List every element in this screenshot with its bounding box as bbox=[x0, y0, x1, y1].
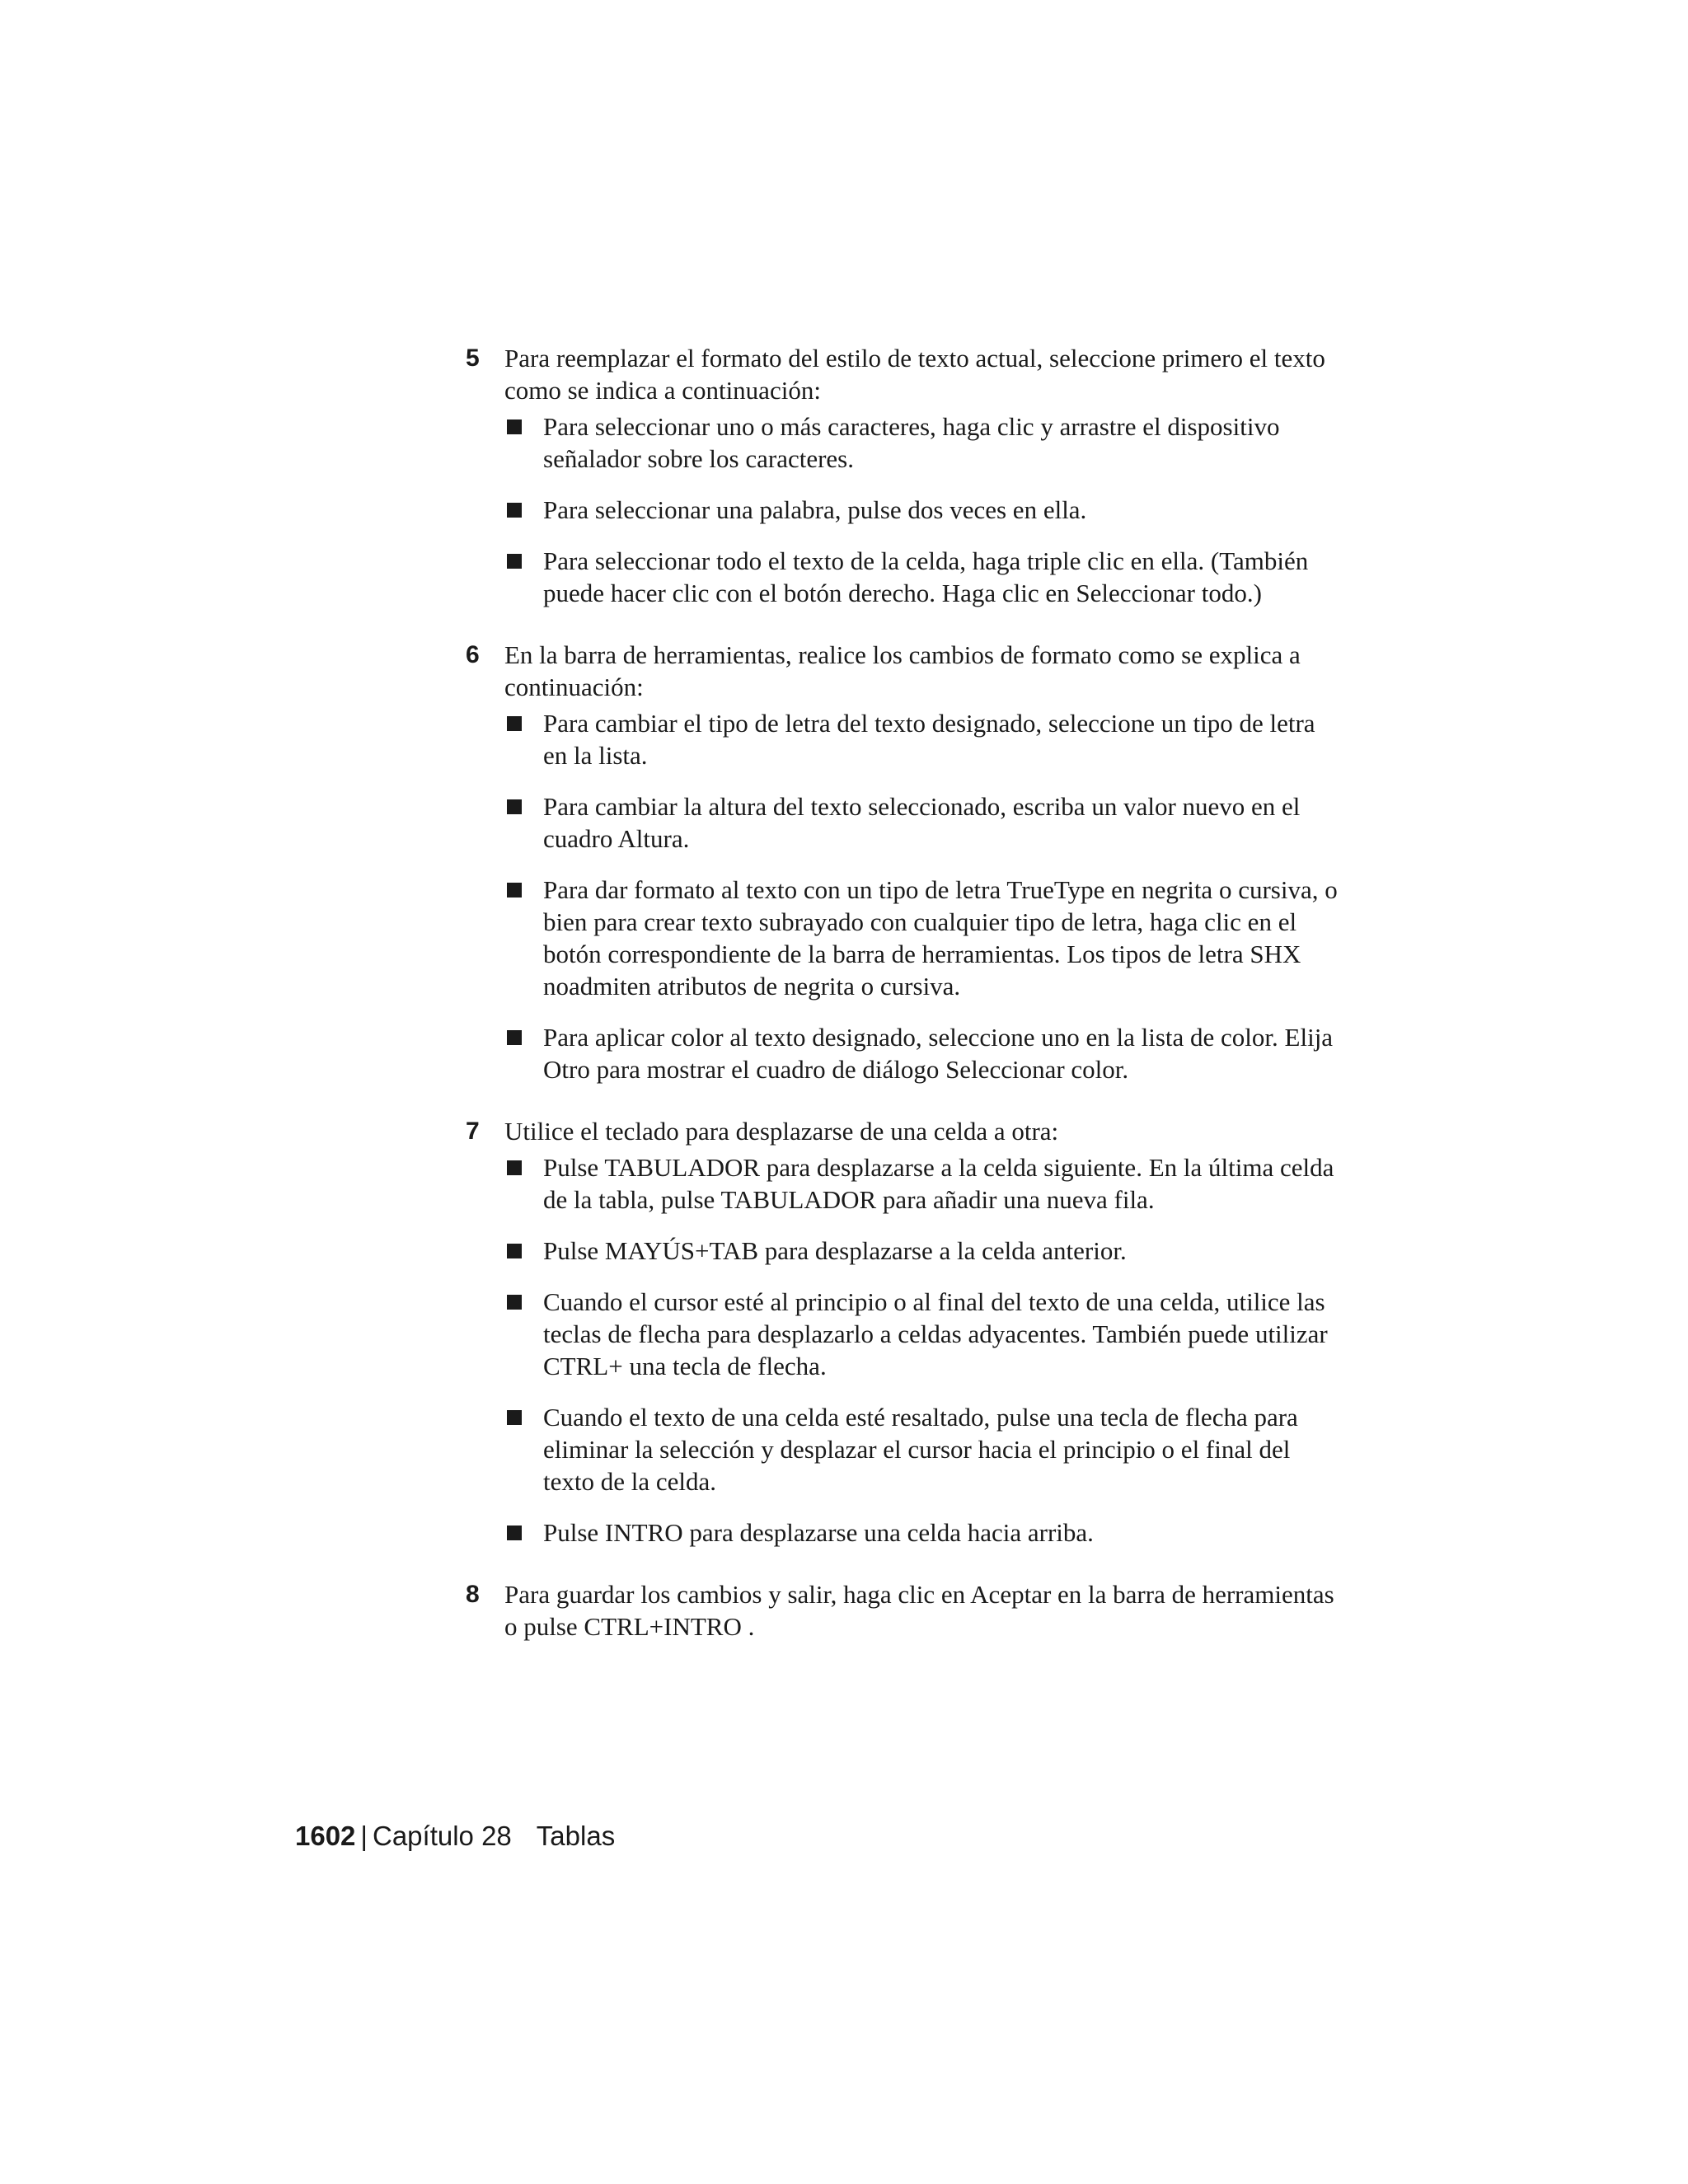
square-bullet-icon bbox=[507, 1160, 522, 1175]
square-bullet-icon bbox=[507, 883, 522, 898]
square-bullet-icon bbox=[507, 503, 522, 518]
list-item: Pulse MAYÚS+TAB para desplazarse a la celda anterior. bbox=[504, 1235, 1339, 1267]
step-number: 7 bbox=[466, 1118, 480, 1145]
list-item: Para seleccionar todo el texto de la celda, haga triple clic en ella. (También puede hacer clic con el botón derecho. Haga clic en Seleccionar todo.) bbox=[504, 545, 1339, 609]
list-item: Pulse INTRO para desplazarse una celda hacia arriba. bbox=[504, 1516, 1339, 1549]
step-7 bbox=[466, 1115, 1339, 1549]
square-bullet-icon bbox=[507, 1295, 522, 1310]
step-5 bbox=[466, 342, 1339, 609]
chapter-label: Capítulo 28 bbox=[373, 1821, 512, 1851]
chapter-title: Tablas bbox=[536, 1821, 616, 1851]
page-content bbox=[466, 342, 1339, 1672]
list-item: Para cambiar el tipo de letra del texto designado, seleccione un tipo de letra en la lista. bbox=[504, 707, 1339, 771]
step-text: Para reemplazar el formato del estilo de texto actual, seleccione primero el texto como se indica a continuación: bbox=[504, 344, 1325, 405]
page-number: 1602 bbox=[295, 1821, 356, 1851]
square-bullet-icon bbox=[507, 716, 522, 731]
bullet-list bbox=[504, 1151, 1339, 1549]
step-text: Utilice el teclado para desplazarse de una celda a otra: bbox=[504, 1117, 1059, 1146]
footer-separator: | bbox=[360, 1821, 368, 1851]
list-item: Para dar formato al texto con un tipo de letra TrueType en negrita o cursiva, o bien para crear texto subrayado con cualquier tipo de letra, haga clic en el botón correspondiente de la barra de herramientas. Los tipos de letra SHX noadmiten atributos de negrita o cursiva. bbox=[504, 874, 1339, 1002]
square-bullet-icon bbox=[507, 1410, 522, 1425]
square-bullet-icon bbox=[507, 799, 522, 814]
list-item: Pulse TABULADOR para desplazarse a la celda siguiente. En la última celda de la tabla, pulse TABULADOR para añadir una nueva fila. bbox=[504, 1151, 1339, 1216]
step-text: En la barra de herramientas, realice los cambios de formato como se explica a continuación: bbox=[504, 640, 1301, 701]
list-item: Para seleccionar una palabra, pulse dos veces en ella. bbox=[504, 494, 1339, 526]
square-bullet-icon bbox=[507, 1030, 522, 1045]
square-bullet-icon bbox=[507, 1526, 522, 1540]
square-bullet-icon bbox=[507, 554, 522, 569]
square-bullet-icon bbox=[507, 1244, 522, 1258]
list-item: Para aplicar color al texto designado, seleccione uno en la lista de color. Elija Otro para mostrar el cuadro de diálogo Seleccionar color. bbox=[504, 1021, 1339, 1085]
step-text: Para guardar los cambios y salir, haga clic en Aceptar en la barra de herramientas o pulse CTRL+INTRO . bbox=[504, 1580, 1334, 1641]
list-item: Para seleccionar uno o más caracteres, haga clic y arrastre el dispositivo señalador sobre los caracteres. bbox=[504, 410, 1339, 475]
step-number: 6 bbox=[466, 641, 480, 668]
list-item: Para cambiar la altura del texto seleccionado, escriba un valor nuevo en el cuadro Altura. bbox=[504, 790, 1339, 855]
step-8 bbox=[466, 1578, 1339, 1643]
list-item: Cuando el cursor esté al principio o al final del texto de una celda, utilice las teclas de flecha para desplazarlo a celdas adyacentes. También puede utilizar CTRL+ una tecla de flecha. bbox=[504, 1286, 1339, 1382]
step-6 bbox=[466, 639, 1339, 1085]
page-footer bbox=[295, 1820, 615, 1853]
bullet-list bbox=[504, 707, 1339, 1085]
square-bullet-icon bbox=[507, 419, 522, 434]
step-number: 8 bbox=[466, 1581, 480, 1608]
bullet-list bbox=[504, 410, 1339, 609]
step-number: 5 bbox=[466, 344, 480, 372]
list-item: Cuando el texto de una celda esté resaltado, pulse una tecla de flecha para eliminar la selección y desplazar el cursor hacia el principio o el final del texto de la celda. bbox=[504, 1401, 1339, 1497]
